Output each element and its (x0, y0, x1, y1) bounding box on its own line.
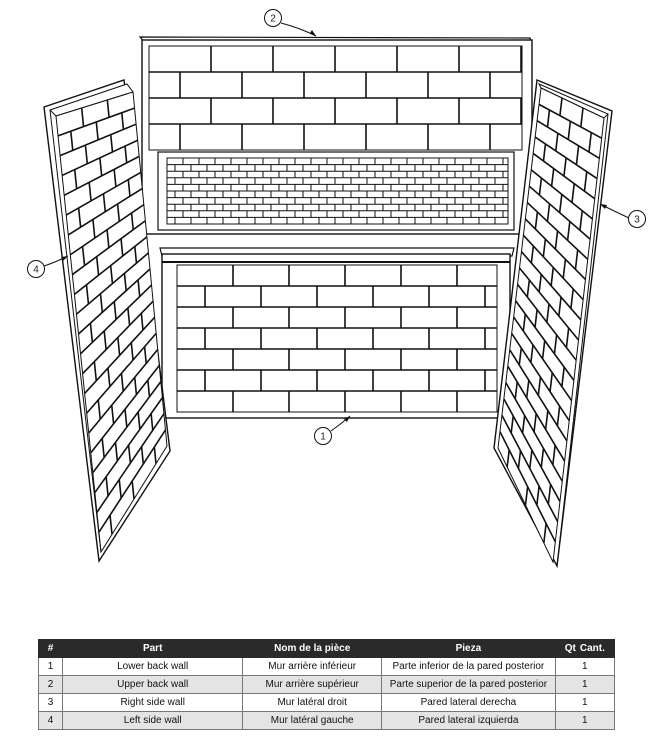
row-qty: 1 (555, 712, 614, 730)
row-num: 3 (39, 694, 63, 712)
row-part: Upper back wall (63, 676, 243, 694)
row-num: 4 (39, 712, 63, 730)
parts-table (38, 639, 615, 730)
row-part: Lower back wall (63, 658, 243, 676)
callout-3 (600, 204, 646, 228)
row-qty: 1 (555, 658, 614, 676)
table-row (39, 694, 615, 712)
callout-1-label: 1 (320, 431, 326, 443)
table-row (39, 712, 615, 730)
row-part: Right side wall (63, 694, 243, 712)
row-part-fr: Mur arrière supérieur (243, 676, 382, 694)
callout-4 (28, 256, 69, 278)
callout-3-label: 3 (634, 214, 640, 226)
callout-2 (265, 10, 317, 37)
upper-back-wall (140, 37, 532, 234)
callout-1 (315, 416, 351, 445)
row-part-fr: Mur latéral gauche (243, 712, 382, 730)
table-row (39, 676, 615, 694)
row-part-es: Pared lateral izquierda (382, 712, 556, 730)
table-row (39, 658, 615, 676)
row-part-fr: Mur arrière inférieur (243, 658, 382, 676)
row-num: 2 (39, 676, 63, 694)
header-num: # (39, 640, 63, 658)
row-part-es: Parte superior de la pared posterior (382, 676, 556, 694)
row-part-fr: Mur latéral droit (243, 694, 382, 712)
header-part: Part (63, 640, 243, 658)
row-part-es: Pared lateral derecha (382, 694, 556, 712)
header-part-fr: Nom de la pièce (243, 640, 382, 658)
row-qty: 1 (555, 694, 614, 712)
callout-4-label: 4 (33, 264, 39, 276)
row-part: Left side wall (63, 712, 243, 730)
row-qty: 1 (555, 676, 614, 694)
lower-back-wall (160, 248, 514, 418)
parts-table-header (39, 640, 615, 658)
callout-2-label: 2 (270, 13, 276, 25)
header-qty (555, 640, 614, 658)
header-cant: Cant. (579, 643, 605, 654)
header-part-es: Pieza (382, 640, 556, 658)
header-qt: Qt (564, 643, 576, 654)
row-num: 1 (39, 658, 63, 676)
row-part-es: Parte inferior de la pared posterior (382, 658, 556, 676)
